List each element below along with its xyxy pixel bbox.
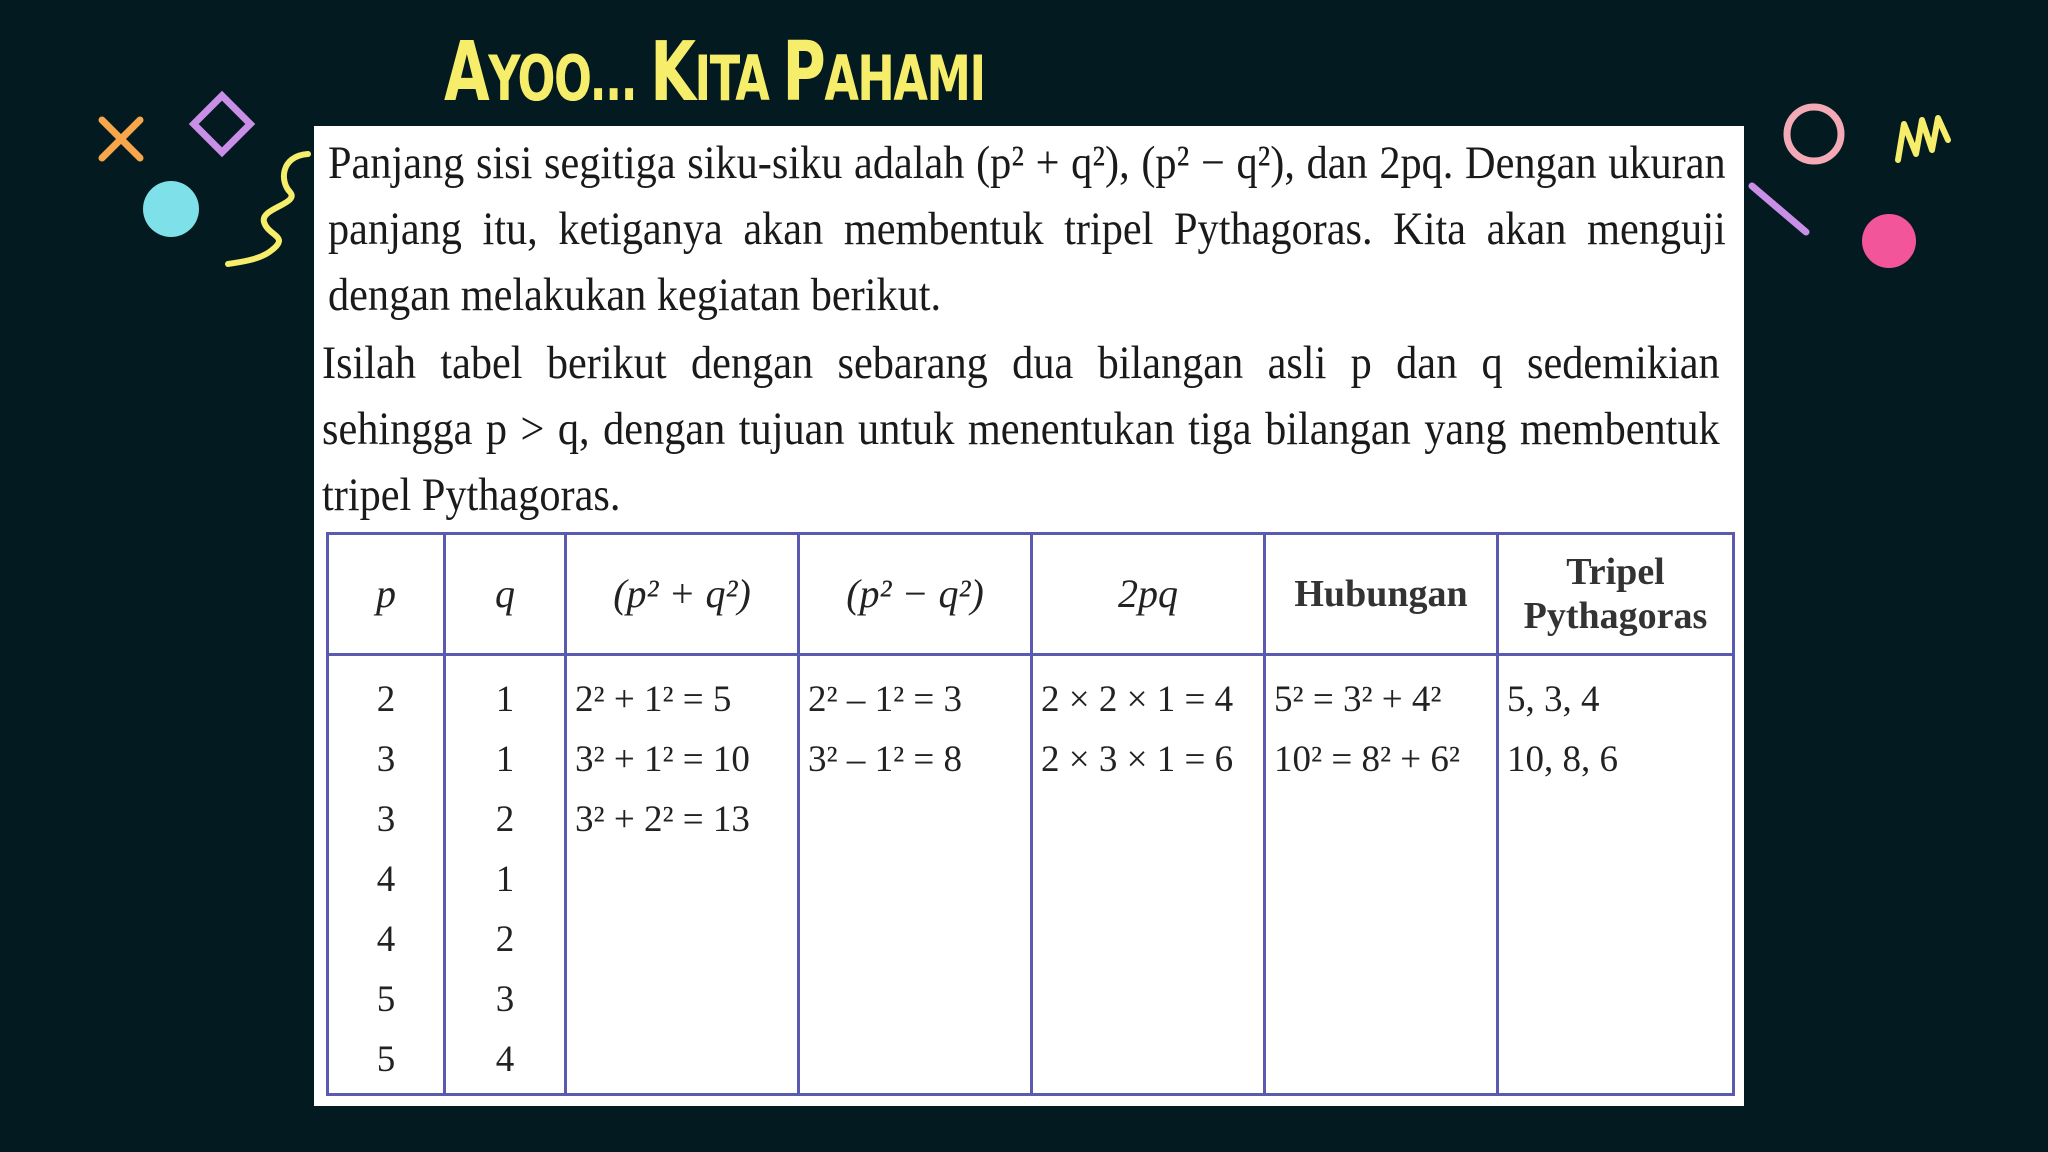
diff-cell: 2² – 1² = 3 — [808, 679, 963, 720]
p-cell: 3 — [376, 739, 396, 780]
q-cell: 1 — [495, 739, 515, 780]
header-tripel-line1: Tripel — [1566, 551, 1665, 593]
table-header-row — [328, 534, 1734, 655]
q-cell: 2 — [495, 799, 515, 840]
content-card — [314, 126, 1744, 1106]
q-cell: 1 — [495, 679, 515, 720]
slash-icon — [1746, 180, 1812, 238]
title-part: A — [444, 25, 489, 120]
header-p: p — [328, 534, 445, 655]
header-tripel-line2: Pythagoras — [1523, 595, 1708, 637]
q-column — [445, 655, 566, 1095]
product-cell: 2 × 2 × 1 = 4 — [1041, 679, 1234, 720]
header-hubungan: Hubungan — [1265, 534, 1498, 655]
instruction-paragraph: Isilah tabel berikut dengan sebarang dua bilangan asli p dan q sedemikian sehingga p > q, dengan tujuan untuk menentukan tiga bilangan yang membentuk tripel Pythagoras. — [322, 337, 1720, 521]
triple-column — [1498, 655, 1734, 1095]
p-cell: 4 — [376, 919, 396, 960]
title-part: AHAMI — [824, 42, 985, 115]
header-sum: (p² + q²) — [566, 534, 799, 655]
q-cell: 4 — [495, 1039, 515, 1080]
sum-cell: 2² + 1² = 5 — [575, 679, 732, 720]
title-part: YOO... — [488, 42, 651, 115]
zigzag-icon — [1892, 110, 1954, 166]
q-cell: 2 — [495, 919, 515, 960]
p-cell: 5 — [376, 979, 396, 1020]
header-tripel — [1498, 534, 1734, 655]
x-mark-icon — [96, 114, 146, 164]
header-q: q — [445, 534, 566, 655]
title-part: ITA — [694, 42, 783, 115]
title-part: P — [782, 25, 825, 120]
pythagoras-table — [326, 532, 1735, 1096]
q-cell: 3 — [495, 979, 515, 1020]
ring-icon — [1780, 100, 1848, 168]
p-cell: 3 — [376, 799, 396, 840]
relation-cell: 10² = 8² + 6² — [1274, 739, 1461, 780]
intro-paragraph: Panjang sisi segitiga siku-siku adalah (p² + q²), (p² − q²), dan 2pq. Dengan ukuran panjang itu, ketiganya akan membentuk tripel Pythagoras. Kita akan menguji dengan melakukan kegiatan berikut. — [328, 137, 1726, 321]
diff-cell: 3² – 1² = 8 — [808, 739, 963, 780]
header-2pq: 2pq — [1032, 534, 1265, 655]
triple-cell: 10, 8, 6 — [1507, 739, 1618, 780]
squiggle-icon — [220, 146, 320, 270]
p-cell: 2 — [376, 679, 396, 720]
relation-column — [1265, 655, 1498, 1095]
q-cell: 1 — [495, 859, 515, 900]
sum-cell: 3² + 2² = 13 — [575, 799, 750, 840]
sum-cell: 3² + 1² = 10 — [575, 739, 750, 780]
relation-cell: 5² = 3² + 4² — [1274, 679, 1442, 720]
diff-column — [799, 655, 1032, 1095]
product-column — [1032, 655, 1265, 1095]
slide-title — [444, 25, 985, 120]
product-cell: 2 × 3 × 1 = 6 — [1041, 739, 1234, 780]
p-column — [328, 655, 445, 1095]
pink-dot-icon — [1860, 212, 1918, 270]
header-diff: (p² − q²) — [799, 534, 1032, 655]
title-part: K — [650, 25, 695, 120]
table-body-row — [328, 655, 1734, 1095]
sum-column — [566, 655, 799, 1095]
p-cell: 5 — [376, 1039, 396, 1080]
cyan-dot-icon — [140, 178, 202, 240]
p-cell: 4 — [376, 859, 396, 900]
triple-cell: 5, 3, 4 — [1507, 679, 1600, 720]
